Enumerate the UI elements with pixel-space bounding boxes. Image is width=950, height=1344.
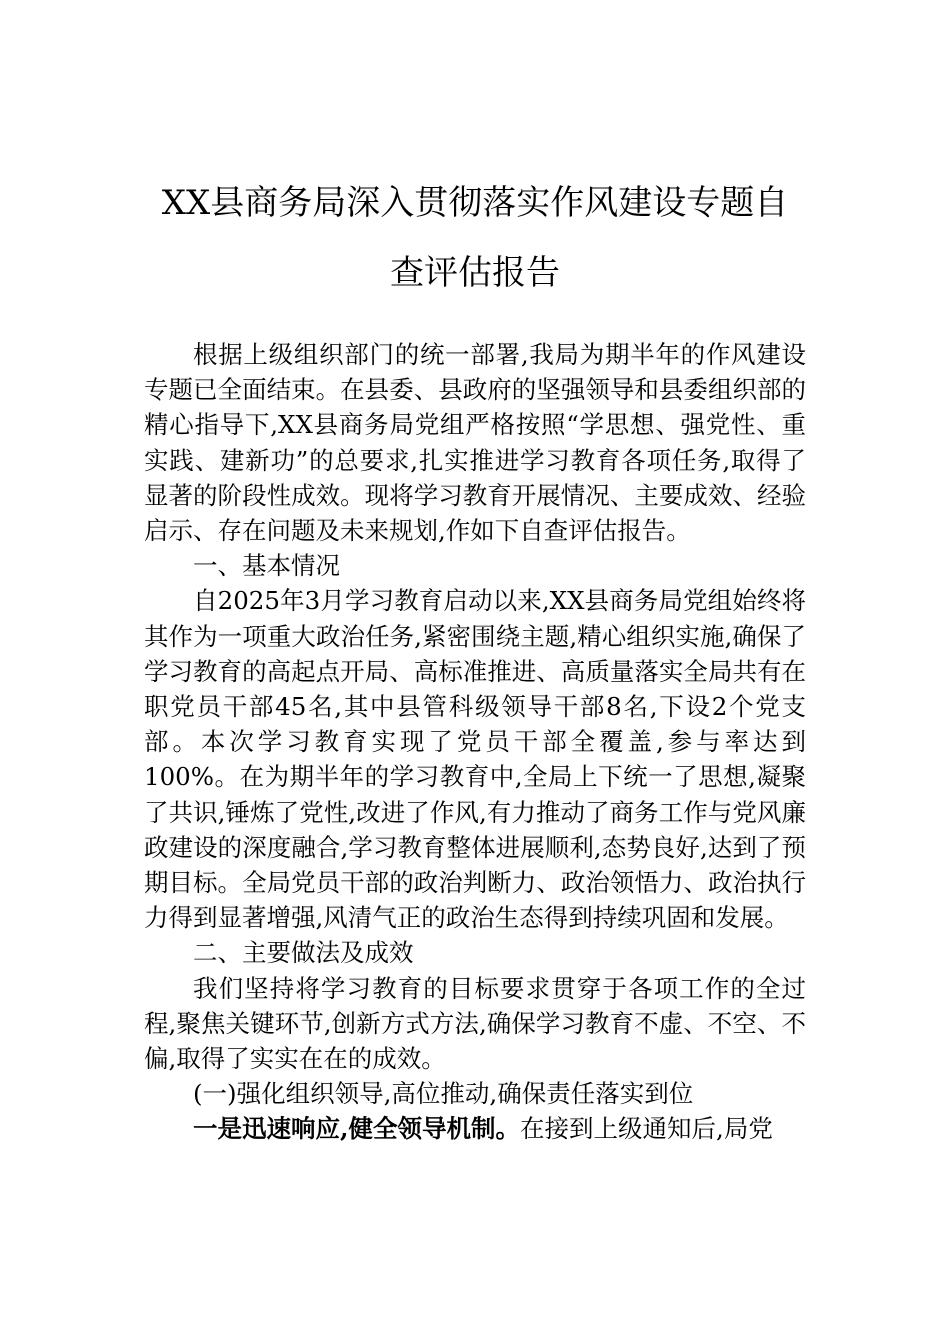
section-2-paragraph: 我们坚持将学习教育的目标要求贯穿于各项工作的全过程,聚焦关键环节,创新方式方法,确保学习教育不虚、不空、不偏,取得了实实在在的成效。	[144, 973, 806, 1074]
subsection-1-heading: (一)强化组织领导,高位推动,确保责任落实到位	[193, 1079, 694, 1109]
point-1-text: 在接到上级通知后,局党	[520, 1114, 773, 1144]
intro-paragraph: 根据上级组织部门的统一部署,我局为期半年的作风建设专题已全面结束。在县委、县政府的坚强领导和县委组织部的精心指导下,XX县商务局党组严格按照“学思想、强党性、重实践、建新功”的总要求,扎实推进学习教育各项任务,取得了显著的阶段性成效。现将学习教育开展情况、主要成效、经验启示、存在问题及未来规划,作如下自查评估报告。	[144, 340, 806, 546]
title-line-1: XX县商务局深入贯彻落实作风建设专题自	[161, 183, 789, 223]
title-line-2: 查评估报告	[390, 253, 560, 293]
section-1-heading: 一、基本情况	[193, 551, 340, 581]
section-2-heading: 二、主要做法及成效	[193, 938, 414, 968]
point-1-lead: 一是迅速响应,健全领导机制。	[193, 1114, 521, 1144]
document-title	[140, 168, 810, 308]
section-1-paragraph: 自2025年3月学习教育启动以来,XX县商务局党组始终将其作为一项重大政治任务,紧密围绕主题,精心组织实施,确保了学习教育的高起点开局、高标准推进、高质量落实全局共有在职党员干部45名,其中县管科级领导干部8名,下设2个党支部。本次学习教育实现了党员干部全覆盖,参与率达到100%。在为期半年的学习教育中,全局上下统一了思想,凝聚了共识,锤炼了党性,改进了作风,有力推动了商务工作与党风廉政建设的深度融合,学习教育整体进展顺利,态势良好,达到了预期目标。全局党员干部的政治判断力、政治领悟力、政治执行力得到显著增强,风清气正的政治生态得到持续巩固和发展。	[144, 586, 806, 933]
document-body	[144, 337, 806, 1147]
point-1-paragraph	[144, 1111, 806, 1146]
